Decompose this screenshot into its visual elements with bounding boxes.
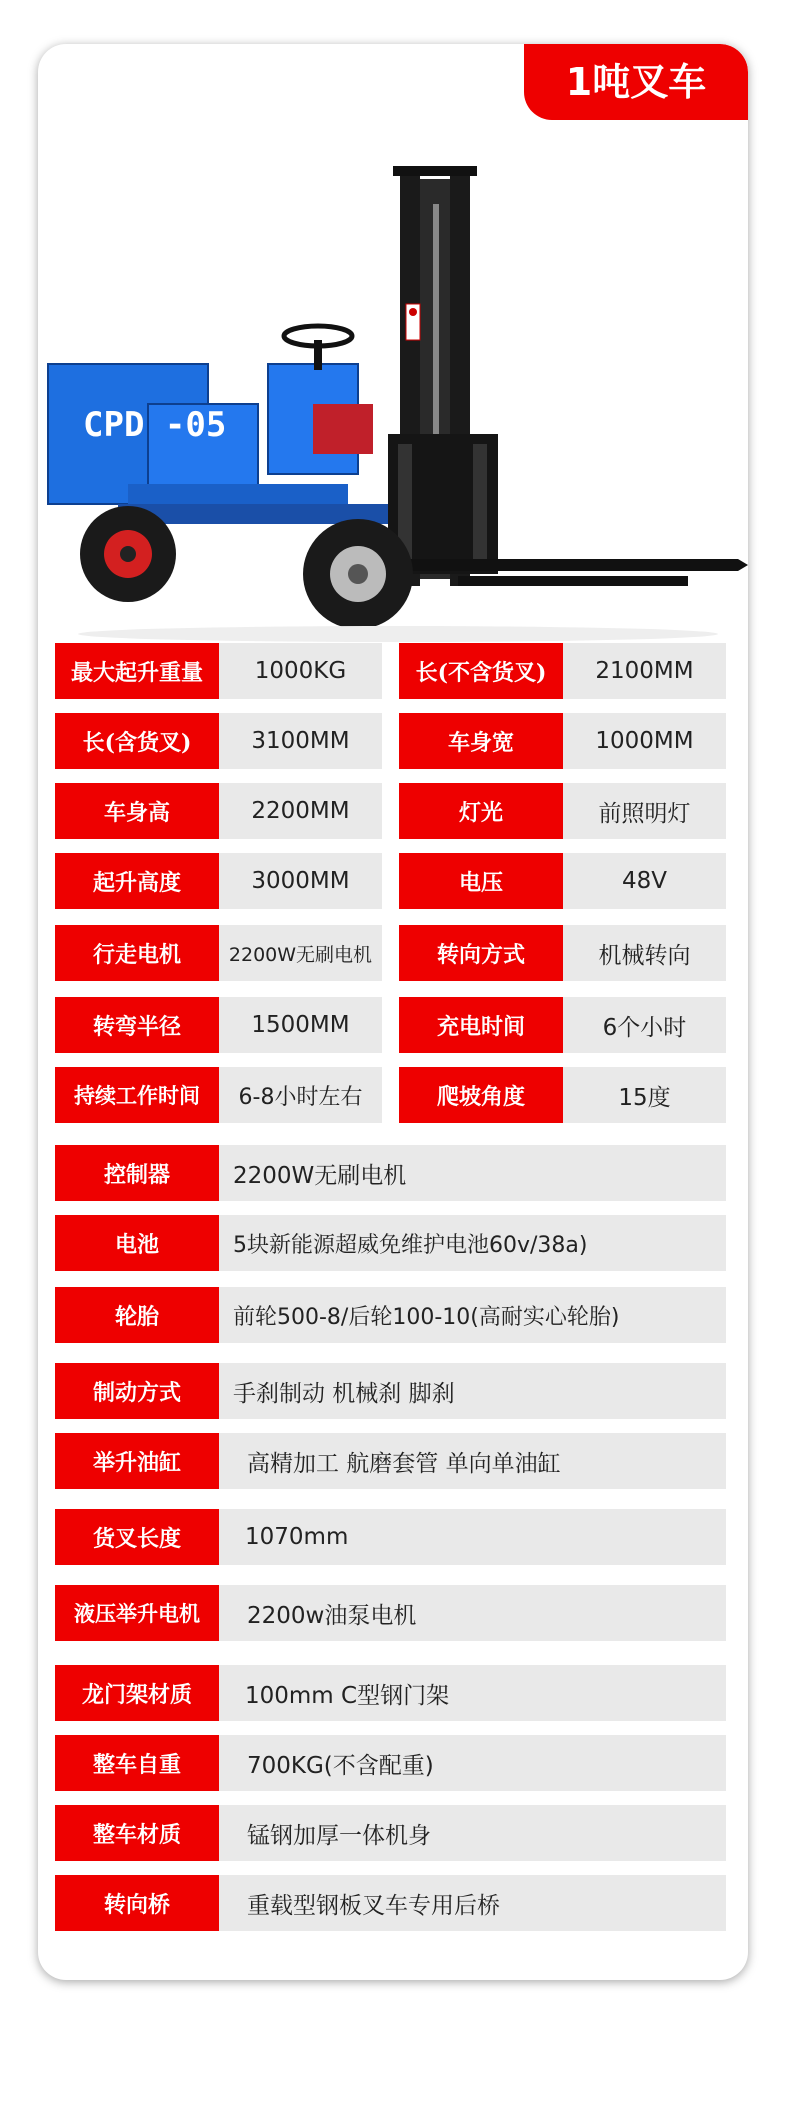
spec-value: 700KG(不含配重) bbox=[219, 1735, 726, 1791]
spec-label: 转向方式 bbox=[399, 925, 563, 981]
spec-label: 车身高 bbox=[55, 783, 219, 839]
spec-value: 机械转向 bbox=[563, 925, 726, 981]
spec-value: 高精加工 航磨套管 单向单油缸 bbox=[219, 1433, 726, 1489]
spec-value: 1070mm bbox=[219, 1509, 726, 1565]
spec-label: 整车材质 bbox=[55, 1805, 219, 1861]
spec-label: 电池 bbox=[55, 1215, 219, 1271]
product-title-badge: 1吨叉车 bbox=[524, 44, 748, 120]
spec-value: 2100MM bbox=[563, 643, 726, 699]
spec-value: 前轮500-8/后轮100-10(高耐实心轮胎) bbox=[219, 1287, 726, 1343]
spec-label: 控制器 bbox=[55, 1145, 219, 1201]
spec-label: 制动方式 bbox=[55, 1363, 219, 1419]
spec-label: 充电时间 bbox=[399, 997, 563, 1053]
forklift-image bbox=[38, 104, 748, 664]
spec-value: 1000KG bbox=[219, 643, 382, 699]
spec-value: 3100MM bbox=[219, 713, 382, 769]
spec-value: 2200MM bbox=[219, 783, 382, 839]
spec-value: 15度 bbox=[563, 1067, 726, 1123]
spec-label: 最大起升重量 bbox=[55, 643, 219, 699]
spec-value: 锰钢加厚一体机身 bbox=[219, 1805, 726, 1861]
spec-label: 轮胎 bbox=[55, 1287, 219, 1343]
spec-label: 长(含货叉) bbox=[55, 713, 219, 769]
model-text: CPD -05 bbox=[83, 405, 227, 445]
spec-label: 转弯半径 bbox=[55, 997, 219, 1053]
spec-label: 龙门架材质 bbox=[55, 1665, 219, 1721]
spec-value: 2200W无刷电机 bbox=[219, 925, 382, 981]
spec-label: 持续工作时间 bbox=[55, 1067, 219, 1123]
spec-label: 货叉长度 bbox=[55, 1509, 219, 1565]
spec-label: 举升油缸 bbox=[55, 1433, 219, 1489]
spec-label: 转向桥 bbox=[55, 1875, 219, 1931]
spec-value: 5块新能源超威免维护电池60v/38a) bbox=[219, 1215, 726, 1271]
spec-label: 长(不含货叉) bbox=[399, 643, 563, 699]
spec-label: 灯光 bbox=[399, 783, 563, 839]
spec-value: 3000MM bbox=[219, 853, 382, 909]
spec-label: 起升高度 bbox=[55, 853, 219, 909]
spec-value: 重载型钢板叉车专用后桥 bbox=[219, 1875, 726, 1931]
spec-value: 100mm C型钢门架 bbox=[219, 1665, 726, 1721]
spec-value: 1000MM bbox=[563, 713, 726, 769]
spec-label: 整车自重 bbox=[55, 1735, 219, 1791]
spec-value: 前照明灯 bbox=[563, 783, 726, 839]
spec-label: 电压 bbox=[399, 853, 563, 909]
spec-value: 手刹制动 机械刹 脚刹 bbox=[219, 1363, 726, 1419]
spec-label: 行走电机 bbox=[55, 925, 219, 981]
spec-label: 车身宽 bbox=[399, 713, 563, 769]
spec-value: 6-8小时左右 bbox=[219, 1067, 382, 1123]
spec-value: 6个小时 bbox=[563, 997, 726, 1053]
spec-label: 液压举升电机 bbox=[55, 1585, 219, 1641]
spec-value: 1500MM bbox=[219, 997, 382, 1053]
spec-label: 爬坡角度 bbox=[399, 1067, 563, 1123]
spec-value: 2200w油泵电机 bbox=[219, 1585, 726, 1641]
spec-value: 48V bbox=[563, 853, 726, 909]
spec-value: 2200W无刷电机 bbox=[219, 1145, 726, 1201]
